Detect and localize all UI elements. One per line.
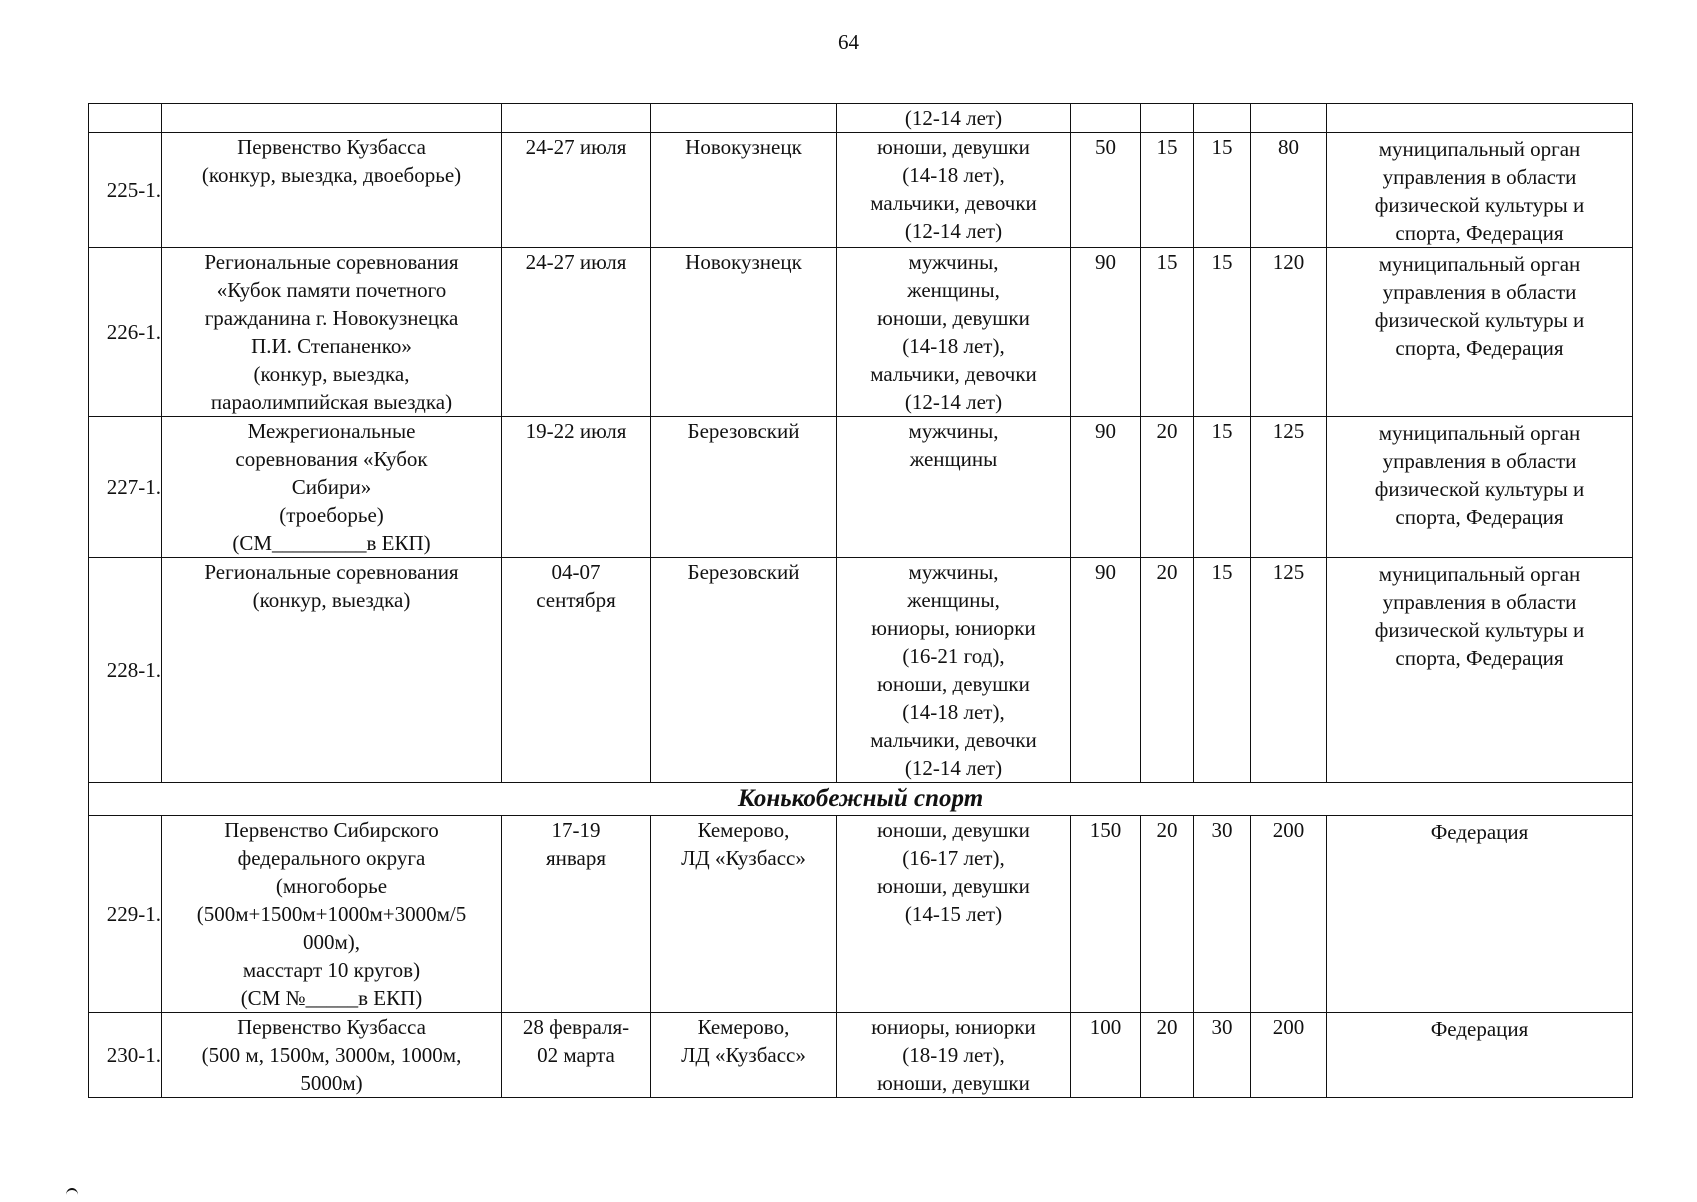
event-dates: 28 февраля- 02 марта (502, 1013, 651, 1098)
count-1: 100 (1071, 1013, 1141, 1098)
table-body-speed-skating (89, 816, 1633, 1098)
participants: мужчины, женщины, юноши, девушки (14-18 лет), мальчики, девочки (12-14 лет) (837, 248, 1071, 417)
event-name: Первенство Кузбасса (конкур, выездка, двоеборье) (162, 133, 502, 248)
count-3: 30 (1194, 816, 1251, 1013)
count-total: 125 (1251, 417, 1327, 558)
event-dates: 24-27 июля (502, 248, 651, 417)
event-name: Первенство Сибирского федерального округа (многоборье (500м+1500м+1000м+3000м/5 000м), масстарт 10 кругов) (СМ №_____в ЕКП) (162, 816, 502, 1013)
table-row (89, 816, 1633, 1013)
event-dates: 19-22 июля (502, 417, 651, 558)
row-number: 226-1. (89, 248, 162, 417)
participants: юноши, девушки (16-17 лет), юноши, девушки (14-15 лет) (837, 816, 1071, 1013)
count-2: 20 (1141, 558, 1194, 783)
count-3: 30 (1194, 1013, 1251, 1098)
count-2: 20 (1141, 1013, 1194, 1098)
row-number: 230-1. (89, 1013, 162, 1098)
event-place: Березовский (651, 558, 837, 783)
table-body-equestrian (89, 104, 1633, 783)
row-number (89, 104, 162, 133)
participants: (12-14 лет) (837, 104, 1071, 133)
page-number: 64 (838, 30, 859, 54)
table-row (89, 133, 1633, 248)
organizer: муниципальный орган управления в области физической культуры и спорта, Федерация (1327, 133, 1633, 248)
table-row (89, 248, 1633, 417)
count-total: 200 (1251, 1013, 1327, 1098)
event-place: Кемерово, ЛД «Кузбасс» (651, 1013, 837, 1098)
count-3: 15 (1194, 417, 1251, 558)
event-name: Межрегиональные соревнования «Кубок Сибири» (троеборье) (СМ_________в ЕКП) (162, 417, 502, 558)
section-header-row (89, 783, 1633, 816)
row-number: 229-1. (89, 816, 162, 1013)
participants: мужчины, женщины, юниоры, юниорки (16-21 год), юноши, девушки (14-18 лет), мальчики, девочки (12-14 лет) (837, 558, 1071, 783)
table-row (89, 1013, 1633, 1098)
count-3: 15 (1194, 133, 1251, 248)
count-total (1251, 104, 1327, 133)
count-2: 15 (1141, 248, 1194, 417)
events-table (88, 103, 1633, 1098)
count-1: 50 (1071, 133, 1141, 248)
event-name: Региональные соревнования (конкур, выездка) (162, 558, 502, 783)
count-total: 120 (1251, 248, 1327, 417)
table-row (89, 104, 1633, 133)
event-name (162, 104, 502, 133)
count-3: 15 (1194, 558, 1251, 783)
section-title: Конькобежный спорт (89, 783, 1633, 816)
organizer: Федерация (1327, 816, 1633, 1013)
table-row (89, 417, 1633, 558)
count-1: 90 (1071, 417, 1141, 558)
organizer (1327, 104, 1633, 133)
event-place: Березовский (651, 417, 837, 558)
event-dates: 17-19 января (502, 816, 651, 1013)
event-name: Первенство Кузбасса (500 м, 1500м, 3000м, 1000м, 5000м) (162, 1013, 502, 1098)
count-2: 15 (1141, 133, 1194, 248)
row-number: 225-1. (89, 133, 162, 248)
count-1 (1071, 104, 1141, 133)
event-place: Кемерово, ЛД «Кузбасс» (651, 816, 837, 1013)
event-dates: 04-07 сентября (502, 558, 651, 783)
row-number: 227-1. (89, 417, 162, 558)
organizer: Федерация (1327, 1013, 1633, 1098)
participants: мужчины, женщины (837, 417, 1071, 558)
event-place (651, 104, 837, 133)
organizer: муниципальный орган управления в области физической культуры и спорта, Федерация (1327, 558, 1633, 783)
count-2 (1141, 104, 1194, 133)
event-dates (502, 104, 651, 133)
count-1: 150 (1071, 816, 1141, 1013)
count-total: 80 (1251, 133, 1327, 248)
organizer: муниципальный орган управления в области физической культуры и спорта, Федерация (1327, 417, 1633, 558)
event-place: Новокузнецк (651, 248, 837, 417)
count-2: 20 (1141, 417, 1194, 558)
organizer: муниципальный орган управления в области физической культуры и спорта, Федерация (1327, 248, 1633, 417)
row-number: 228-1. (89, 558, 162, 783)
count-total: 200 (1251, 816, 1327, 1013)
participants: юниоры, юниорки (18-19 лет), юноши, девушки (837, 1013, 1071, 1098)
event-place: Новокузнецк (651, 133, 837, 248)
count-3 (1194, 104, 1251, 133)
count-1: 90 (1071, 558, 1141, 783)
count-2: 20 (1141, 816, 1194, 1013)
count-1: 90 (1071, 248, 1141, 417)
table-row (89, 558, 1633, 783)
count-3: 15 (1194, 248, 1251, 417)
event-dates: 24-27 июля (502, 133, 651, 248)
event-name: Региональные соревнования «Кубок памяти почетного гражданина г. Новокузнецка П.И. Степаненко» (конкур, выездка, параолимпийская выездка) (162, 248, 502, 417)
count-total: 125 (1251, 558, 1327, 783)
participants: юноши, девушки (14-18 лет), мальчики, девочки (12-14 лет) (837, 133, 1071, 248)
